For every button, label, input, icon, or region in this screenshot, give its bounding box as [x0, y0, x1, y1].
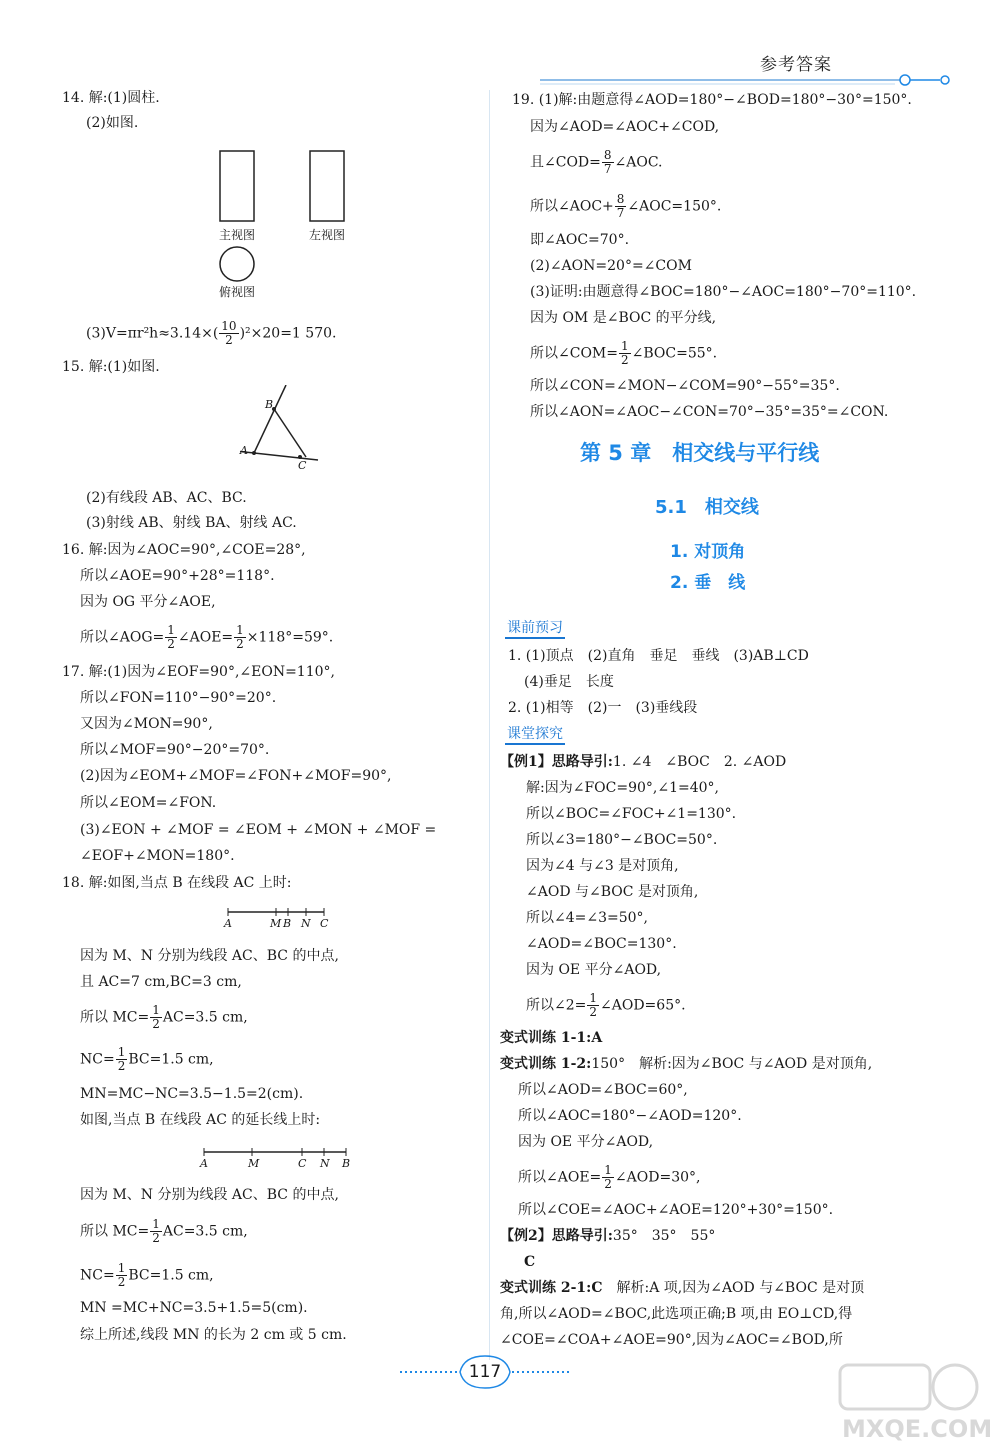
left-view-rect	[310, 151, 344, 221]
subsection-title-1: 1. 对顶角	[670, 542, 746, 562]
q14-part1: 14. 解:(1)圆柱.	[62, 90, 160, 106]
q19-line8: 因为 OM 是∠BOC 的平分线,	[530, 310, 717, 326]
subsection-title-2: 2. 垂 线	[670, 573, 746, 593]
page-number: 117	[468, 1362, 502, 1382]
seg1-label-n: N	[301, 917, 311, 930]
preview-line3: 2. (1)相等 (2)一 (3)垂线段	[508, 700, 698, 716]
example1-line2: 所以∠BOC=∠FOC+∠1=130°.	[526, 806, 737, 822]
seg2-label-b: B	[342, 1157, 351, 1170]
section-title: 5.1 相交线	[655, 497, 759, 518]
q15-triangle-figure	[230, 385, 340, 485]
chapter-title: 第 5 章 相交线与平行线	[580, 441, 820, 465]
tri-label-b: B	[265, 398, 274, 411]
variant-1-2-line2: 所以∠AOC=180°−∠AOD=120°.	[518, 1108, 742, 1124]
seg1-label-c: C	[320, 917, 329, 930]
variant-2-1-line2: 角,所以∠AOD=∠BOC,此选项正确;B 项,由 EO⊥CD,得	[500, 1306, 853, 1322]
example1-line4: 因为∠4 与∠3 是对顶角,	[526, 858, 679, 874]
q18-line11: MN =MC+NC=3.5+1.5=5(cm).	[80, 1300, 308, 1316]
seg1-label-b: B	[283, 917, 292, 930]
q14-three-views-figure	[210, 145, 360, 285]
q17-line1: 17. 解:(1)因为∠EOF=90°,∠EON=110°,	[62, 664, 335, 680]
seg1-label-a: A	[224, 917, 232, 930]
example1-line6: 所以∠4=∠3=50°,	[526, 910, 649, 926]
front-view-rect	[220, 151, 254, 221]
q17-line8: ∠EOF+∠MON=180°.	[80, 848, 235, 864]
q17-line4: 所以∠MOF=90°−20°=70°.	[80, 742, 270, 758]
q18-line9: 所以 MC= $\frac{1}{2}$ AC=3.5 cm,	[80, 1217, 248, 1245]
q15-part1: 15. 解:(1)如图.	[62, 359, 160, 375]
q18-line6: MN=MC−NC=3.5−1.5=2(cm).	[80, 1086, 304, 1102]
header-decoration	[540, 68, 960, 88]
q18-line7: 如图,当点 B 在线段 AC 的延长线上时:	[80, 1112, 321, 1128]
column-divider	[489, 90, 490, 1360]
front-view-caption: 主视图	[219, 228, 256, 242]
example1-line3: 所以∠3=180°−∠BOC=50°.	[526, 832, 718, 848]
tri-label-a: A	[240, 444, 248, 457]
example2-answer: C	[524, 1254, 536, 1270]
example1-line7: ∠AOD=∠BOC=130°.	[526, 936, 677, 952]
q15-part3: (3)射线 AB、射线 BA、射线 AC.	[86, 515, 297, 531]
q18-line12: 综上所述,线段 MN 的长为 2 cm 或 5 cm.	[80, 1327, 347, 1343]
top-view-caption: 俯视图	[219, 285, 256, 299]
preview-tag: 课前预习	[505, 619, 565, 639]
q15-part2: (2)有线段 AB、AC、BC.	[86, 490, 247, 506]
seg2-label-m: M	[248, 1157, 260, 1170]
q16-line1: 16. 解:因为∠AOC=90°,∠COE=28°,	[62, 542, 306, 558]
q17-line5: (2)因为∠EOM+∠MOF=∠FON+∠MOF=90°,	[80, 768, 392, 784]
q16-line4: 所以∠AOG= $\frac{1}{2}$ ∠AOE= $\frac{1}{2}$ ×118°=59°.	[80, 623, 334, 651]
example1-line5: ∠AOD 与∠BOC 是对顶角,	[526, 884, 699, 900]
seg2-label-a: A	[200, 1157, 208, 1170]
tri-label-c: C	[298, 459, 307, 472]
q18-line2: 因为 M、N 分别为线段 AC、BC 的中点,	[80, 948, 339, 964]
q18-line8: 因为 M、N 分别为线段 AC、BC 的中点,	[80, 1187, 339, 1203]
variant-2-1-heading: 变式训练 2-1:C 解析:A 项,因为∠AOD 与∠BOC 是对顶	[500, 1280, 865, 1296]
q18-line10: NC= $\frac{1}{2}$ BC=1.5 cm,	[80, 1261, 214, 1289]
q19-line1: 19. (1)解:由题意得∠AOD=180°−∠BOD=180°−30°=150°.	[512, 92, 912, 108]
variant-1-2-line5: 所以∠COE=∠AOC+∠AOE=120°+30°=150°.	[518, 1202, 834, 1218]
variant-2-1-line3: ∠COE=∠COA+∠AOE=90°,因为∠AOC=∠BOD,所	[500, 1332, 843, 1348]
left-view-caption: 左视图	[309, 228, 346, 242]
preview-line1: 1. (1)顶点 (2)直角 垂足 垂线 (3)AB⊥CD	[508, 648, 809, 664]
example1-heading: 【例1】思路导引:1. ∠4 ∠BOC 2. ∠AOD	[500, 754, 787, 770]
variant-1-2-heading: 变式训练 1-2:150° 解析:因为∠BOC 与∠AOD 是对顶角,	[500, 1056, 873, 1072]
q19-line6: (2)∠AON=20°=∠COM	[530, 258, 692, 274]
variant-1-1: 变式训练 1-1:A	[500, 1030, 603, 1046]
q17-line6: 所以∠EOM=∠FON.	[80, 795, 217, 811]
q18-line1: 18. 解:如图,当点 B 在线段 AC 上时:	[62, 875, 292, 891]
seg2-label-n: N	[320, 1157, 330, 1170]
seg2-label-c: C	[298, 1157, 307, 1170]
seg1-label-m: M	[270, 917, 282, 930]
q18-line4: 所以 MC= $\frac{1}{2}$ AC=3.5 cm,	[80, 1003, 248, 1031]
variant-1-2-line3: 因为 OE 平分∠AOD,	[518, 1134, 654, 1150]
example1-line9: 所以∠2= $\frac{1}{2}$ ∠AOD=65°.	[526, 991, 686, 1019]
q19-line9: 所以∠COM= $\frac{1}{2}$ ∠BOC=55°.	[530, 339, 718, 367]
variant-1-2-line1: 所以∠AOD=∠BOC=60°,	[518, 1082, 688, 1098]
variant-1-2-line4: 所以∠AOE= $\frac{1}{2}$ ∠AOD=30°,	[518, 1163, 701, 1191]
q18-line3: 且 AC=7 cm,BC=3 cm,	[80, 974, 242, 990]
q19-line2: 因为∠AOD=∠AOC+∠COD,	[530, 119, 720, 135]
q18-line5: NC= $\frac{1}{2}$ BC=1.5 cm,	[80, 1045, 214, 1073]
q19-line3: 且∠COD= $\frac{8}{7}$ ∠AOC.	[530, 148, 663, 176]
q16-line2: 所以∠AOE=90°+28°=118°.	[80, 568, 275, 584]
q18-segment-figure-2	[196, 1146, 356, 1158]
watermark-logo	[830, 1355, 990, 1445]
svg-text:MXQE.COM: MXQE.COM	[842, 1415, 990, 1443]
top-view-circle	[220, 247, 254, 281]
q16-line3: 因为 OG 平分∠AOE,	[80, 594, 216, 610]
preview-line2: (4)垂足 长度	[524, 674, 614, 690]
q19-line5: 即∠AOC=70°.	[530, 232, 630, 248]
header-title: 参考答案	[760, 55, 832, 75]
q14-part2: (2)如图.	[86, 115, 139, 131]
q17-line2: 所以∠FON=110°−90°=20°.	[80, 690, 277, 706]
q14-part3: (3)V=πr²h≈3.14×( $\frac{10}{2}$ )²×20=1 570.	[86, 319, 337, 347]
example1-line1: 解:因为∠FOC=90°,∠1=40°,	[526, 780, 719, 796]
q19-line4: 所以∠AOC+ $\frac{8}{7}$ ∠AOC=150°.	[530, 192, 722, 220]
class-explore-tag: 课堂探究	[505, 725, 565, 745]
q19-line11: 所以∠AON=∠AOC−∠CON=70°−35°=35°=∠CON.	[530, 404, 889, 420]
q19-line7: (3)证明:由题意得∠BOC=180°−∠AOC=180°−70°=110°.	[530, 284, 917, 300]
q17-line3: 又因为∠MON=90°,	[80, 716, 213, 732]
q19-line10: 所以∠CON=∠MON−∠COM=90°−55°=35°.	[530, 378, 840, 394]
example2-heading: 【例2】思路导引:35° 35° 55°	[500, 1228, 716, 1244]
example1-line8: 因为 OE 平分∠AOD,	[526, 962, 662, 978]
q17-line7: (3)∠EON + ∠MOF = ∠EOM + ∠MON + ∠MOF =	[80, 822, 437, 838]
